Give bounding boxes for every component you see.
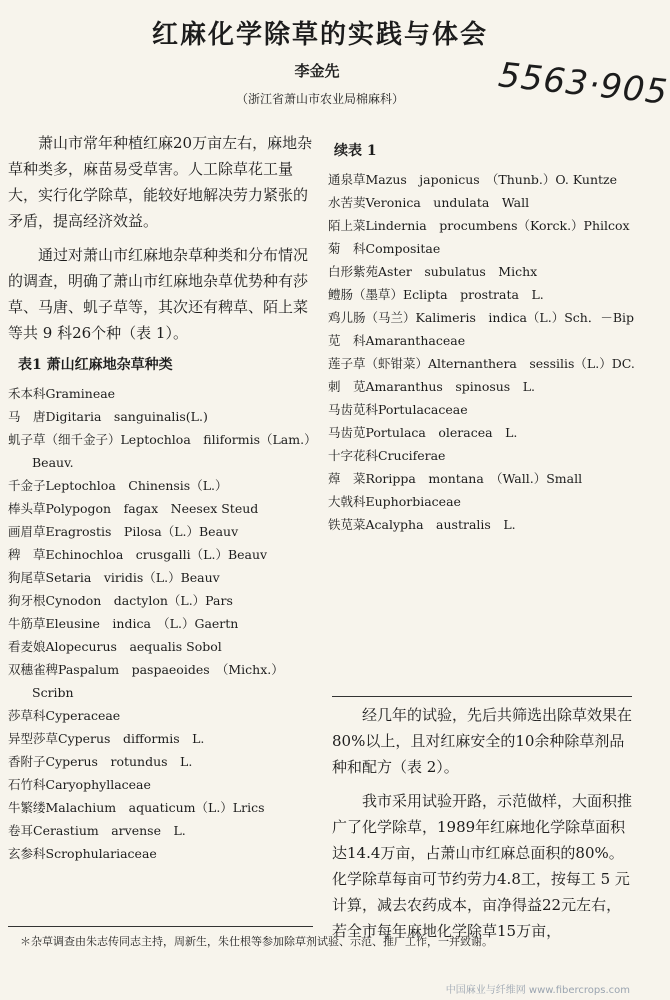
table-1-left-entry: 千金子Leptochloa Chinensis（L.）	[8, 478, 228, 493]
table-1-left-entry: 棒头草Polypogon fagax Neesex Steud	[8, 501, 259, 516]
table-1-right-entry: 白形紫苑Aster subulatus Michx	[328, 264, 538, 279]
table-1-title: 表1 萧山红麻地杂草种类	[18, 357, 173, 373]
handwritten-number: 5563·905	[496, 55, 670, 113]
table-1-right-entry: 大戟科Euphorbiaceae	[328, 494, 461, 509]
body-paragraph-2: 我市采用试验开路，示范做样，大面积推广了化学除草，1989年红麻地化学除草面积达14.4万亩，占萧山市红麻总面积的80%。化学除草每亩可节约劳力4.8工，按每工 5 元计算，减去农药成本，亩净得益22元左右，若全市每年麻地化学除草15万亩，	[332, 792, 633, 940]
left-column	[8, 130, 313, 865]
table-1-left-entry: 莎草科Cyperaceae	[8, 708, 121, 723]
table-1-left-entry: 石竹科Caryophyllaceae	[8, 777, 151, 792]
table-1-left-entry: 双穗雀稗Paspalum paspaeoides （Michx.）Scribn	[8, 662, 284, 700]
table-1-right-entry: 蔊 菜Rorippa montana （Wall.）Small	[328, 471, 583, 486]
table-1-continued-label: 续表 1	[334, 143, 377, 159]
table-1-right-entry: 莲子草（虾钳菜）Alternanthera sessilis（L.）DC.	[328, 356, 635, 371]
table-1-left-entry: 稗 草Echinochloa crusgalli（L.）Beauv	[8, 547, 268, 562]
table-1-right-entry: 马齿苋Portulaca oleracea L.	[328, 425, 518, 440]
table-1-left-entry: 狗尾草Setaria viridis（L.）Beauv	[8, 570, 220, 585]
body-paragraph-1: 经几年的试验，先后共筛选出除草效果在80%以上，且对红麻安全的10余种除草剂品种和配方（表 2）。	[332, 706, 633, 776]
table-1-left-entry: 马 唐Digitaria sanguinalis(L.)	[8, 409, 208, 424]
table-1-left-entry: 牛筋草Eleusine indica （L.）Gaertn	[8, 616, 239, 631]
table-1-right-entry: 鳢肠（墨草）Eclipta prostrata L.	[328, 287, 544, 302]
table-1-right-entry: 水苦荬Veronica undulata Wall	[328, 195, 530, 210]
table-1-left-entry: 狗牙根Cynodon dactylon（L.）Pars	[8, 593, 233, 608]
site-watermark: 中国麻业与纤维网 www.fibercrops.com	[445, 985, 630, 996]
table-1-right-entry: 鸡儿肠（马兰）Kalimeris indica（L.）Sch．－Bip	[328, 310, 635, 325]
table-1-right-entry: 陌上菜Lindernia procumbens（Korck.）Philcox	[328, 218, 630, 233]
article-title: 红麻化学除草的实践与体会	[151, 20, 488, 50]
table-1-left-entry: 画眉草Eragrostis Pilosa（L.）Beauv	[8, 524, 239, 539]
table-1-left-entry: 香附子Cyperus rotundus L.	[8, 754, 193, 769]
table-1-left-entry: 看麦娘Alopecurus aequalis Sobol	[8, 639, 222, 654]
table-1-left-entry: 卷耳Cerastium arvense L.	[8, 823, 186, 838]
intro-paragraph-2: 通过对萧山市红麻地杂草种类和分布情况的调查，明确了萧山市红麻地杂草优势种有莎草、马唐、虮子草等，其次还有稗草、陌上菜等共 9 科26个种（表 1）。	[8, 246, 309, 342]
table-1-right-entry: 十字花科Cruciferae	[328, 448, 446, 463]
table-1-right-list	[328, 168, 636, 536]
author-name: 李金先	[294, 62, 340, 80]
table-1-right-entry: 通泉草Mazus japonicus （Thunb.）O. Kuntze	[328, 172, 618, 187]
table-1-right-entry: 苋 科Amaranthaceae	[328, 333, 466, 348]
table-1-left-entry: 虮子草（细千金子）Leptochloa filiformis（Lam.）Beauv.	[8, 432, 311, 470]
right-body-text	[332, 702, 632, 952]
table-1-left-entry: 异型莎草Cyperus difformis L.	[8, 731, 205, 746]
intro-paragraph-1: 萧山市常年种植红麻20万亩左右，麻地杂草种类多，麻苗易受草害。人工除草花工量大，实行化学除草，能较好地解决劳力紧张的矛盾，提高经济效益。	[8, 134, 313, 230]
right-column	[328, 140, 636, 536]
table-1-right-entry: 菊 科Compositae	[328, 241, 441, 256]
footnote-rule	[8, 926, 313, 927]
table-end-rule	[332, 696, 632, 697]
table-1-right-entry: 马齿苋科Portulacaceae	[328, 402, 468, 417]
table-1-right-entry: 铁苋菜Acalypha australis L.	[328, 517, 516, 532]
table-1-right-entry: 刺 苋Amaranthus spinosus L.	[328, 379, 535, 394]
table-1-left-list	[8, 382, 313, 865]
table-1-left-entry: 禾本科Gramineae	[8, 386, 116, 401]
footnote: ＊杂草调查由朱志传同志主持，周新生，朱仕根等参加除草剂试验、示范、推广工作，一并致谢。	[20, 935, 493, 948]
author-affiliation: （浙江省萧山市农业局棉麻科）	[235, 92, 404, 106]
table-1-left-entry: 玄参科Scrophulariaceae	[8, 846, 157, 861]
table-1-left-entry: 牛繁缕Malachium aquaticum（L.）Lrics	[8, 800, 265, 815]
